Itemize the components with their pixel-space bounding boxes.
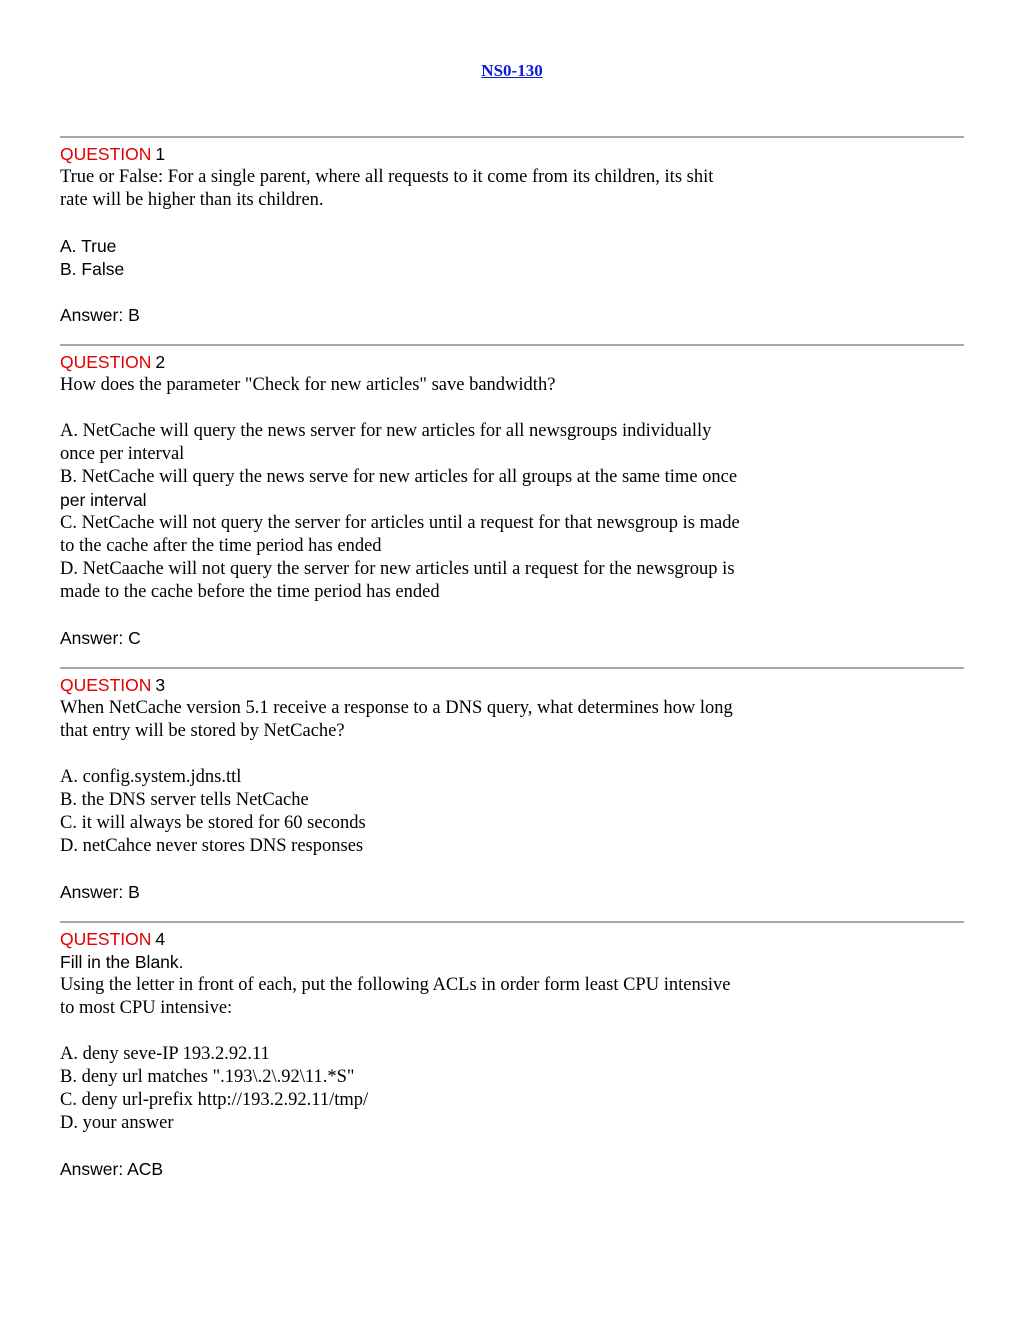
question-4 <box>60 928 820 1181</box>
answer-option: A. NetCache will query the news server for new articles for all newsgroups individually <box>60 421 712 441</box>
answer-line: Answer: C <box>60 628 141 648</box>
answer-option: D. netCahce never stores DNS responses <box>60 836 364 856</box>
separator-rule <box>60 667 964 669</box>
question-3 <box>60 674 820 904</box>
page-title <box>0 60 1024 82</box>
answer-option: D. NetCaache will not query the server for new articles until a request for the newsgroup is <box>60 559 735 579</box>
question-subtitle: Fill in the Blank. <box>60 952 184 972</box>
answer-option: to the cache after the time period has ended <box>60 536 382 556</box>
answer-line: Answer: ACB <box>60 1159 164 1179</box>
question-number: 2 <box>155 352 166 372</box>
question-text: rate will be higher than its children. <box>60 190 324 210</box>
question-label: QUESTION <box>60 144 152 164</box>
question-number: 1 <box>155 144 166 164</box>
answer-option: C. it will always be stored for 60 seconds <box>60 813 366 833</box>
answer-option: made to the cache before the time period has ended <box>60 582 440 602</box>
question-text: When NetCache version 5.1 receive a response to a DNS query, what determines how long <box>60 698 733 718</box>
separator-rule <box>60 921 964 923</box>
question-1 <box>60 143 820 327</box>
answer-option: B. False <box>60 259 125 279</box>
answer-option: A. True <box>60 236 117 256</box>
question-label: QUESTION <box>60 352 152 372</box>
answer-line: Answer: B <box>60 305 140 325</box>
question-text: Using the letter in front of each, put the following ACLs in order form least CPU intensive <box>60 975 731 995</box>
answer-option: B. NetCache will query the news serve for new articles for all groups at the same time once <box>60 467 738 487</box>
question-label: QUESTION <box>60 929 152 949</box>
question-heading <box>60 674 820 697</box>
answer-option: per interval <box>60 490 147 510</box>
answer-option: C. deny url-prefix http://193.2.92.11/tmp/ <box>60 1090 369 1110</box>
question-text: True or False: For a single parent, where all requests to it come from its children, its shit <box>60 167 714 187</box>
separator-rule <box>60 136 964 138</box>
separator-rule <box>60 344 964 346</box>
question-label: QUESTION <box>60 675 152 695</box>
answer-option: B. deny url matches ".193\.2\.92\11.*S" <box>60 1067 355 1087</box>
answer-option: B. the DNS server tells NetCache <box>60 790 309 810</box>
question-text: that entry will be stored by NetCache? <box>60 721 345 741</box>
answer-option: D. your answer <box>60 1113 174 1133</box>
question-heading <box>60 143 820 166</box>
answer-option: C. NetCache will not query the server for articles until a request for that newsgroup is made <box>60 513 740 533</box>
question-number: 3 <box>155 675 166 695</box>
answer-line: Answer: B <box>60 882 140 902</box>
title-link[interactable]: NS0-130 <box>481 61 543 80</box>
question-text: to most CPU intensive: <box>60 998 233 1018</box>
question-text: How does the parameter "Check for new articles" save bandwidth? <box>60 375 556 395</box>
answer-option: A. deny seve-IP 193.2.92.11 <box>60 1044 270 1064</box>
question-number: 4 <box>155 929 166 949</box>
question-heading <box>60 351 820 374</box>
answer-option: once per interval <box>60 444 185 464</box>
answer-option: A. config.system.jdns.ttl <box>60 767 242 787</box>
question-2 <box>60 351 820 650</box>
question-heading <box>60 928 820 951</box>
